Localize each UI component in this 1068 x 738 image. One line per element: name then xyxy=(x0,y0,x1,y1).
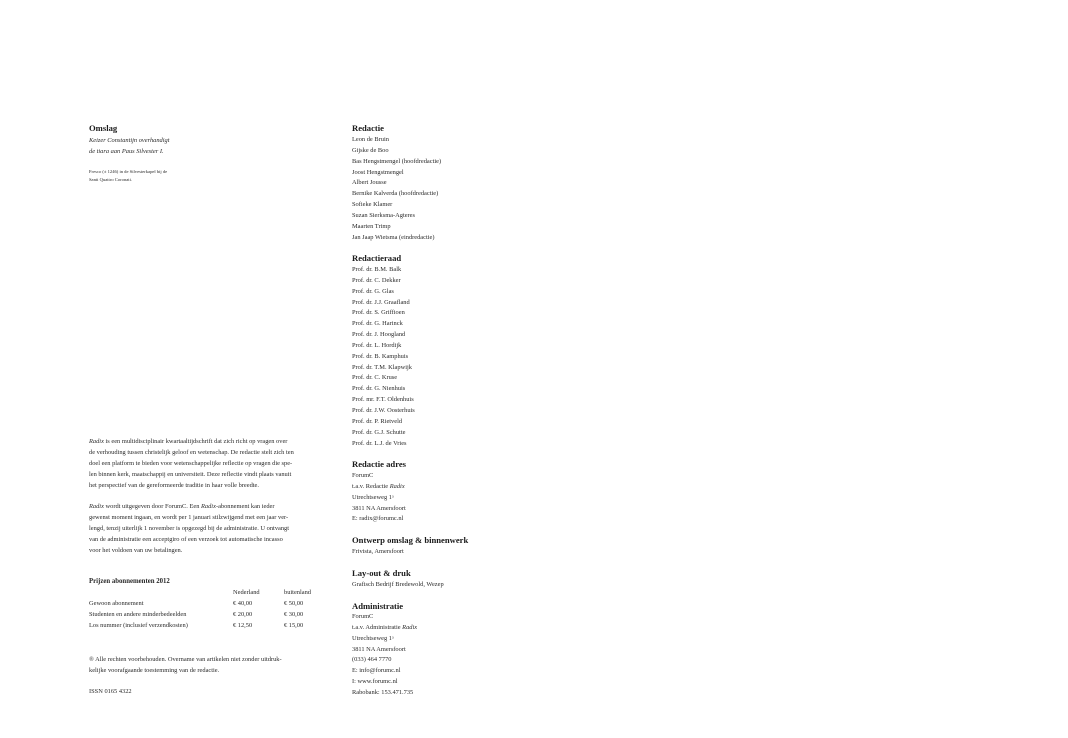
about-p2-line-4: van de administratie een acceptgiro of een verzoek tot automatische incasso xyxy=(89,536,283,543)
list-item: Gijske de Boo xyxy=(352,146,389,154)
about-p2-line-2: gewenst moment ingaan, en wordt per 1 januari stilzwijgend met een jaar ver- xyxy=(89,514,289,521)
radix-title: Radix xyxy=(89,503,104,510)
radix-title: Radix xyxy=(89,438,104,445)
list-item: Joost Hengstmengel xyxy=(352,168,404,176)
ontwerp-value: Frivista, Amersfoort xyxy=(352,548,404,555)
prices-header-empty xyxy=(89,589,233,600)
about-p2-line-5: voor het voldoen van uw betalingen. xyxy=(89,547,183,554)
redactie-adres-heading: Redactie adres xyxy=(352,459,407,469)
rights-line-2: kelijke voorafgaande toestemming van de redactie. xyxy=(89,667,220,674)
address-line: ForumC xyxy=(352,613,374,620)
list-item: Leon de Bruin xyxy=(352,136,389,143)
price-nl: € 40,00 xyxy=(233,599,253,607)
redactieraad-heading: Redactieraad xyxy=(352,253,402,263)
price-foreign: € 15,00 xyxy=(284,621,304,629)
table-row xyxy=(89,611,329,622)
table-row xyxy=(89,622,329,633)
prices-table xyxy=(89,589,329,632)
layout-druk-value: Grafisch Bedrijf Bredewold, Wezep xyxy=(352,581,444,588)
left-column xyxy=(89,0,329,738)
website-line: I: www.forumc.nl xyxy=(352,678,398,686)
prices-col-buitenland: buitenland xyxy=(284,589,311,596)
list-item: Prof. dr. P. Rietveld xyxy=(352,417,403,425)
radix-title: Radix xyxy=(389,482,405,490)
bank-line: Rabobank: 153.471.735 xyxy=(352,688,414,696)
list-item: Prof. dr. B. Kamphuis xyxy=(352,352,409,360)
price-foreign: € 30,00 xyxy=(284,610,304,618)
price-nl: € 12,50 xyxy=(233,621,253,629)
list-item: Prof. dr. G. Nienhuis xyxy=(352,385,406,393)
prices-title: Prijzen abonnementen 2012 xyxy=(89,578,170,585)
list-item: Bas Hengstmengel (hoofdredactie) xyxy=(352,157,442,165)
about-p1-line-4: len binnen kerk, maatschappij en universiteit. Deze reflectie vindt plaats vanuit xyxy=(89,471,292,478)
list-item: Albert Jousse xyxy=(352,179,387,187)
ontwerp-heading: Ontwerp omslag & binnenwerk xyxy=(352,535,469,545)
price-label: Studenten en andere minderbedeelden xyxy=(89,610,187,618)
list-item: Prof. dr. J.W. Oosterhuis xyxy=(352,406,415,414)
address-line: Utrechtseweg 1ᵃ xyxy=(352,493,394,501)
address-line xyxy=(352,623,417,634)
address-attn: t.a.v. Administratie xyxy=(352,623,403,631)
list-item: Jan Jaap Wietsma (eindredactie) xyxy=(352,233,435,241)
right-column xyxy=(352,0,612,738)
about-p2-line-1 xyxy=(89,502,275,513)
list-item: Prof. mr. F.T. Oldenhuis xyxy=(352,396,414,404)
table-row xyxy=(89,600,329,611)
administratie-heading: Administratie xyxy=(352,601,404,611)
price-label: Gewoon abonnement xyxy=(89,599,144,607)
radix-title: Radix xyxy=(402,623,418,631)
about-p2-line-1-end: -abonnement kan ieder xyxy=(215,503,275,510)
email-line: E: radix@forumc.nl xyxy=(352,515,404,523)
administratie-block xyxy=(352,612,417,699)
list-item: Bernike Kalverda (hoofdredactie) xyxy=(352,190,439,198)
omslag-caption-line-1: Keizer Constantijn overhandigt xyxy=(89,137,170,144)
address-line: Utrechtseweg 1ᵃ xyxy=(352,634,394,642)
layout-druk-heading: Lay-out & druk xyxy=(352,568,411,578)
list-item: Prof. dr. C. Dekker xyxy=(352,276,401,284)
about-p1-line-1-text: is een multidisciplinair kwartaaltijdschrift dat zich richt op vragen over xyxy=(103,438,288,445)
about-p1-line-2: de verhouding tussen christelijk geloof en wetenschap. De redactie stelt zich ten xyxy=(89,449,294,456)
redactie-heading: Redactie xyxy=(352,123,384,133)
rights-line-1: ® Alle rechten voorbehouden. Overname van artikelen niet zonder uitdruk- xyxy=(89,656,282,663)
about-p1-line-5: het perspectief van de gereformeerde traditie in haar volle breedte. xyxy=(89,482,259,489)
prices-header-row xyxy=(89,589,329,600)
list-item: Prof. dr. L. Hordijk xyxy=(352,341,402,349)
list-item: Prof. dr. B.M. Balk xyxy=(352,266,402,273)
address-attn: t.a.v. Redactie xyxy=(352,482,390,490)
about-p1-line-3: doel een platform te bieden voor wetenschappelijke reflectie op vragen die spe- xyxy=(89,460,293,467)
redactie-adres-block xyxy=(352,471,406,525)
list-item: Prof. dr. G.J. Schutte xyxy=(352,428,406,436)
redactie-list xyxy=(352,135,441,243)
list-item: Maarten Trimp xyxy=(352,222,391,230)
list-item: Prof. dr. J. Hoogland xyxy=(352,331,406,339)
about-p2-line-1-text: wordt uitgegeven door ForumC. Een xyxy=(103,503,202,510)
issn: ISSN 0165 4322 xyxy=(89,688,132,695)
list-item: Prof. dr. J.J. Graafland xyxy=(352,298,410,306)
radix-title: Radix xyxy=(201,503,216,510)
address-line xyxy=(352,482,406,493)
list-item: Prof. dr. L.J. de Vries xyxy=(352,439,407,447)
list-item: Prof. dr. C. Kruse xyxy=(352,374,398,382)
address-line: 3811 NA Amersfoort xyxy=(352,504,406,512)
list-item: Prof. dr. S. Griffioen xyxy=(352,309,405,317)
list-item: Prof. dr. G. Glas xyxy=(352,287,394,295)
omslag-caption-line-2: de tiara aan Paus Silvester I. xyxy=(89,148,164,155)
prices-col-nederland: Nederland xyxy=(233,589,260,596)
list-item: Sofieke Klamer xyxy=(352,201,393,209)
list-item: Prof. dr. T.M. Klapwijk xyxy=(352,363,412,371)
omslag-heading: Omslag xyxy=(89,123,118,133)
price-foreign: € 50,00 xyxy=(284,599,304,607)
about-p2-line-3: lengd, tenzij uiterlijk 1 november is opgezegd bij de administratie. U ontvangt xyxy=(89,525,290,532)
omslag-credit-line-1: Fresco (± 1246) in de Silvesterkapel bij de xyxy=(89,169,168,174)
address-line: 3811 NA Amersfoort xyxy=(352,645,406,653)
omslag-credit-line-2: Santi Quattro Coronati. xyxy=(89,177,132,182)
phone-line: (033) 464 7770 xyxy=(352,656,392,664)
price-label: Los nummer (inclusief verzendkosten) xyxy=(89,621,188,629)
price-nl: € 20,00 xyxy=(233,610,253,618)
about-p1-line-1 xyxy=(89,437,287,448)
list-item: Prof. dr. G. Harinck xyxy=(352,320,403,328)
address-line: ForumC xyxy=(352,472,374,479)
redactieraad-list xyxy=(352,265,415,449)
email-line: E: info@forumc.nl xyxy=(352,667,401,675)
list-item: Suzan Sierksma-Agteres xyxy=(352,211,416,219)
